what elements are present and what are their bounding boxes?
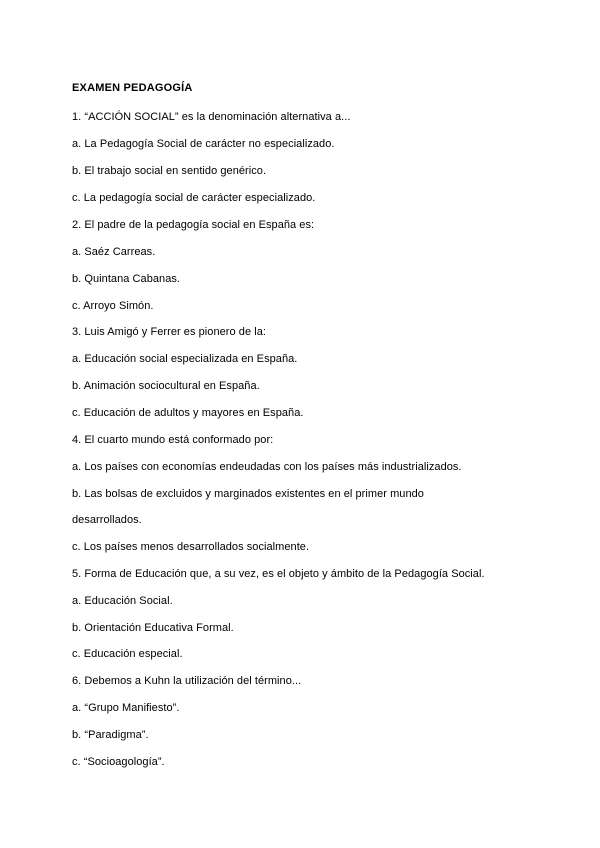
question-6: 6. Debemos a Kuhn la utilización del término... bbox=[72, 675, 302, 687]
answer-6a: a. “Grupo Manifiesto”. bbox=[72, 702, 180, 714]
question-2: 2. El padre de la pedagogía social en España es: bbox=[72, 219, 315, 231]
answer-3b: b. Animación sociocultural en España. bbox=[72, 380, 260, 392]
question-3: 3. Luis Amigó y Ferrer es pionero de la: bbox=[72, 326, 266, 338]
answer-6c: c. “Socioagología”. bbox=[72, 756, 165, 768]
answer-3a: a. Educación social especializada en España. bbox=[72, 353, 298, 365]
answer-6b: b. “Paradigma”. bbox=[72, 729, 149, 741]
answer-2c: c. Arroyo Simón. bbox=[72, 300, 154, 312]
answer-1b: b. El trabajo social en sentido genérico. bbox=[72, 165, 267, 177]
answer-4b-continuation: desarrollados. bbox=[72, 514, 142, 526]
answer-4a: a. Los países con economías endeudadas con los países más industrializados. bbox=[72, 461, 462, 473]
answer-4c: c. Los países menos desarrollados socialmente. bbox=[72, 541, 310, 553]
answer-5a: a. Educación Social. bbox=[72, 595, 173, 607]
answer-2a: a. Saéz Carreas. bbox=[72, 246, 156, 258]
document-title: EXAMEN PEDAGOGÍA bbox=[72, 82, 193, 94]
question-4: 4. El cuarto mundo está conformado por: bbox=[72, 434, 274, 446]
answer-1c: c. La pedagogía social de carácter especializado. bbox=[72, 192, 316, 204]
answer-4b: b. Las bolsas de excluidos y marginados existentes en el primer mundo bbox=[72, 488, 424, 500]
answer-1a: a. La Pedagogía Social de carácter no especializado. bbox=[72, 138, 335, 150]
answer-2b: b. Quintana Cabanas. bbox=[72, 273, 181, 285]
question-5: 5. Forma de Educación que, a su vez, es el objeto y ámbito de la Pedagogía Social. bbox=[72, 568, 485, 580]
answer-5c: c. Educación especial. bbox=[72, 648, 183, 660]
answer-3c: c. Educación de adultos y mayores en España. bbox=[72, 407, 304, 419]
answer-5b: b. Orientación Educativa Formal. bbox=[72, 622, 234, 634]
question-1: 1. “ACCIÓN SOCIAL” es la denominación alternativa a... bbox=[72, 111, 351, 123]
